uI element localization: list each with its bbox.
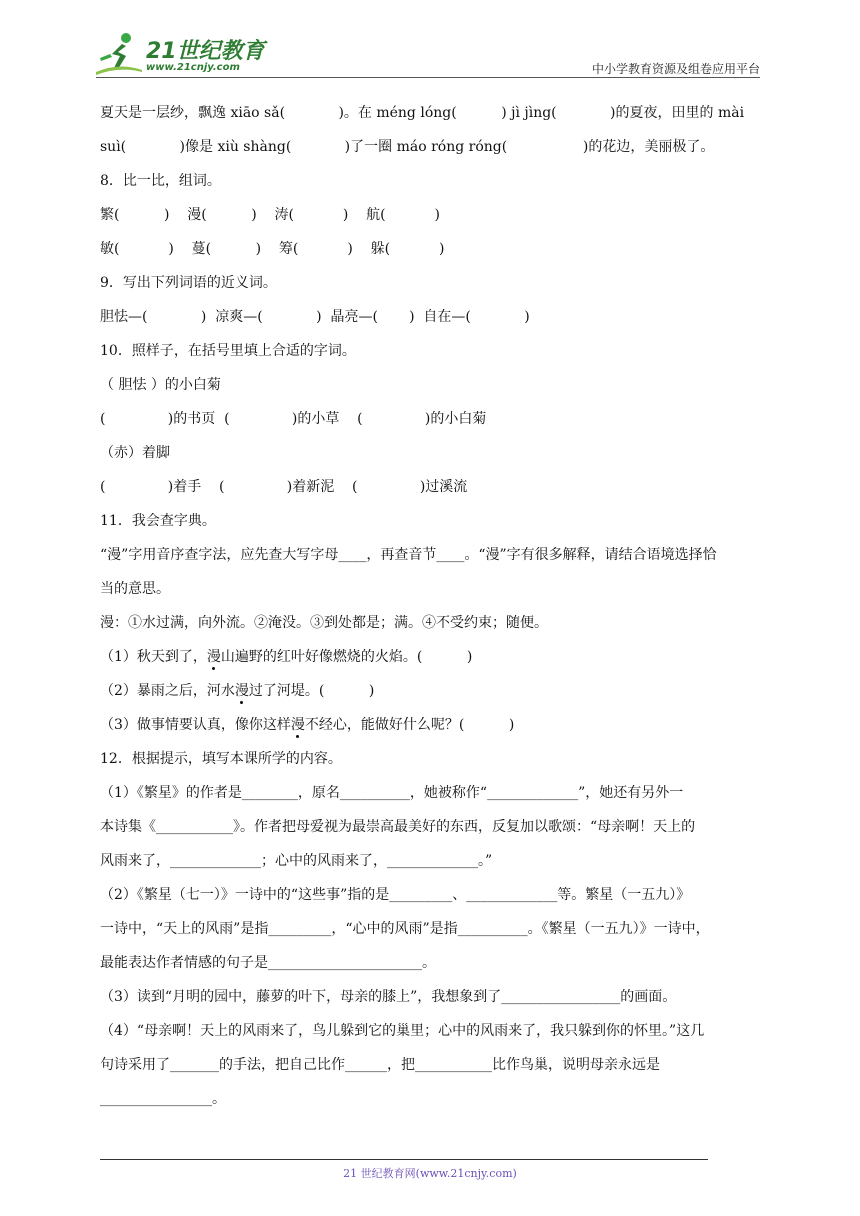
text-line: （赤）着脚 <box>100 445 170 461</box>
text-line: （2）《繁星（七一）》一诗中的“这些事”指的是_________、_____________等。繁星（一五九）》 <box>100 887 691 903</box>
text-line: 句诗采用了_______的手法，把自己比作______，把___________比作鸟巢，说明母亲永远是 <box>100 1057 660 1073</box>
site-logo <box>96 32 276 78</box>
runner-logo-icon <box>96 32 142 76</box>
logo-title: 21世纪教育 <box>146 39 265 64</box>
text-line: 风雨来了，_____________；心中的风雨来了，_____________。” <box>100 853 493 869</box>
q11-item-after: 山遍野的红叶好像燃烧的火焰。( ) <box>220 649 473 665</box>
text-line: 夏天是一层纱，飘逸 xiāo sǎ( )。在 méng lóng( ) jì jìng( )的夏夜，田里的 mài <box>100 105 745 121</box>
question-10-title: 10．照样子，在括号里填上合适的字词。 <box>100 343 356 359</box>
q11-item-before: （3）做事情要认真，像你这样 <box>100 717 291 733</box>
text-line: 一诗中，“天上的风雨”是指_________，“心中的风雨”是指__________。《繁星（一五九）》一诗中， <box>100 921 710 937</box>
platform-name: 中小学教育资源及组卷应用平台 <box>591 62 760 76</box>
header-divider <box>96 77 760 78</box>
text-line: 漫：①水过满，向外流。②淹没。③到处都是；满。④不受约束；随便。 <box>100 615 548 631</box>
q11-item <box>100 640 760 674</box>
text-line: （ 胆怯 ）的小白菊 <box>100 377 221 393</box>
q11-item <box>100 708 760 742</box>
q11-item-after: 过了河堤。( ) <box>248 683 375 699</box>
question-12-title: 12．根据提示，填写本课所学的内容。 <box>100 751 342 767</box>
text-line: 当的意思。 <box>100 581 170 597</box>
footer-divider <box>100 1159 708 1160</box>
logo-url: www.21cnjy.com <box>146 62 240 73</box>
text-line: 繁( ) 漫( ) 涛( ) 航( ) <box>100 207 441 223</box>
q11-item <box>100 674 760 708</box>
text-line: 敏( ) 蔓( ) 筹( ) 躲( ) <box>100 241 445 257</box>
q11-item-after: 不经心，能做好什么呢？( ) <box>304 717 515 733</box>
text-line: ( )着手 ( )着新泥 ( )过溪流 <box>100 479 468 495</box>
page-footer: 21 世纪教育网(www.21cnjy.com) <box>343 1167 517 1180</box>
text-line: 最能表达作者情感的句子是______________________。 <box>100 955 436 971</box>
question-9-title: 9．写出下列词语的近义词。 <box>100 275 277 291</box>
q11-item-before: （1）秋天到了， <box>100 649 207 665</box>
text-line: （4）“母亲啊！天上的风雨来了，鸟儿躲到它的巢里；心中的风雨来了，我只躲到你的怀里。”这几 <box>100 1023 705 1039</box>
text-line: 本诗集《___________》。作者把母爱视为最崇高最美好的东西，反复加以歌颂：“母亲啊！天上的 <box>100 819 696 835</box>
text-line: suì( )像是 xiù shàng( )了一圈 máo róng róng( )的花边，美丽极了。 <box>100 139 715 155</box>
text-line: ( )的书页 ( )的小草 ( )的小白菊 <box>100 411 487 427</box>
dotted-char: 漫 <box>207 640 221 674</box>
q11-item-before: （2）暴雨之后，河水 <box>100 683 235 699</box>
text-line: ________________。 <box>100 1091 226 1107</box>
worksheet-body <box>100 96 760 1116</box>
text-line: （1）《繁星》的作者是________，原名__________，她被称作“_____________”，她还有另外一 <box>100 785 684 801</box>
text-line: （3）读到“月明的园中，藤萝的叶下，母亲的膝上”，我想象到了_________________的画面。 <box>100 989 677 1005</box>
text-line: 胆怯—( ) 凉爽—( ) 晶亮—( ) 自在—( ) <box>100 309 530 325</box>
question-11-title: 11．我会查字典。 <box>100 513 216 529</box>
question-8-title: 8．比一比，组词。 <box>100 173 221 189</box>
text-line: “漫”字用音序查字法，应先查大写字母____，再查音节____。“漫”字有很多解释，请结合语境选择恰 <box>100 547 717 563</box>
page-header <box>96 30 760 78</box>
dotted-char: 漫 <box>235 674 249 708</box>
dotted-char: 漫 <box>291 708 305 742</box>
